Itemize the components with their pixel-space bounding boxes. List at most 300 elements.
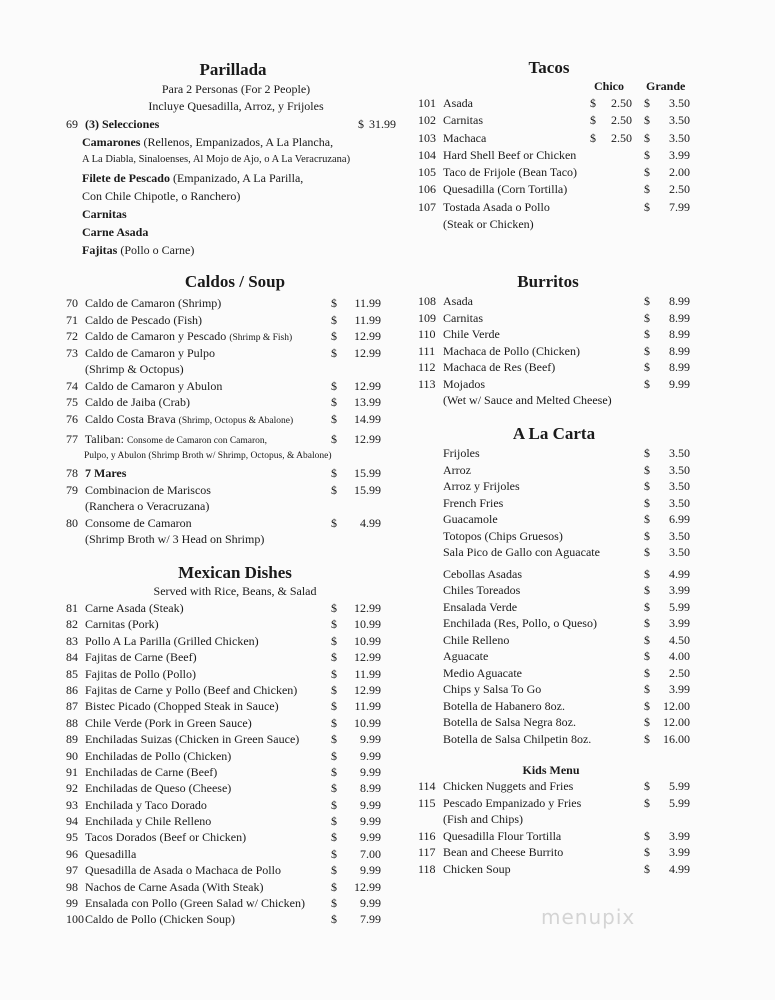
item-name: 7 Mares — [85, 466, 127, 480]
item-note: (Shrimp & Fish) — [229, 333, 293, 343]
currency-symbol: $ — [644, 147, 650, 162]
item-price: 9.99 — [360, 764, 381, 779]
mexican-dishes-section — [66, 563, 406, 928]
item-price: 3.99 — [669, 828, 690, 843]
item-price: 15.99 — [354, 482, 381, 497]
item-name: Caldo de Camaron y Pescado — [85, 329, 227, 343]
item-number: 113 — [418, 376, 436, 391]
item-number: 118 — [418, 861, 436, 876]
menu-item — [66, 764, 406, 780]
item-price: 5.99 — [669, 599, 690, 614]
item-price: 14.99 — [354, 411, 381, 426]
item-name: Tostada Asada o Pollo — [443, 199, 550, 214]
currency-symbol: $ — [590, 96, 596, 110]
price-grande: 2.00 — [669, 165, 690, 180]
item-name: (Shrimp Broth w/ 3 Head on Shrimp) — [85, 532, 265, 546]
menu-item — [418, 445, 698, 462]
menu-item — [418, 844, 698, 861]
currency-symbol: $ — [331, 748, 337, 763]
menu-item — [66, 482, 406, 499]
item-number: 108 — [418, 294, 436, 308]
menu-item — [66, 829, 406, 845]
item-name: Chiles Toreados — [443, 583, 521, 597]
parillada-title: Parillada — [199, 60, 267, 79]
currency-symbol: $ — [644, 715, 650, 729]
item-number: 86 — [66, 682, 78, 697]
item-number: 102 — [418, 113, 436, 128]
item-number: 104 — [418, 147, 436, 162]
menu-item — [66, 846, 406, 862]
currency-symbol: $ — [331, 846, 337, 861]
item-number: 111 — [418, 343, 436, 358]
parillada-option — [66, 151, 406, 169]
currency-symbol: $ — [644, 360, 650, 374]
currency-symbol: $ — [644, 779, 650, 793]
item-name: Fajitas de Pollo (Pollo) — [85, 666, 196, 681]
currency-symbol: $ — [331, 633, 337, 648]
item-name: Medio Aguacate — [443, 665, 522, 680]
item-price: 2.50 — [669, 665, 690, 680]
burritos-section — [418, 272, 698, 409]
item-name: Enchiladas de Pollo (Chicken) — [85, 748, 232, 763]
item-number: 106 — [418, 182, 436, 197]
item-number: 92 — [66, 781, 78, 796]
item-name: Caldo de Pollo (Chicken Soup) — [85, 912, 235, 927]
item-name: (Ranchera o Veracruzana) — [85, 499, 210, 513]
item-name: Enchilada y Chile Relleno — [85, 814, 212, 829]
item-name: Guacamole — [443, 512, 498, 526]
option-detail: (Rellenos, Empanizados, A La Plancha, — [140, 135, 334, 149]
item-name: (Shrimp & Octopus) — [85, 362, 184, 376]
item-price: 3.50 — [669, 545, 690, 559]
item-price: 4.00 — [669, 649, 690, 663]
currency-symbol: $ — [331, 296, 337, 310]
currency-symbol: $ — [644, 96, 650, 110]
item-number: 98 — [66, 879, 78, 894]
menu-item — [66, 879, 406, 895]
price-grande: 3.50 — [669, 96, 690, 110]
menu-item — [66, 780, 406, 796]
menu-item — [66, 498, 406, 515]
menu-item — [418, 544, 698, 561]
item-price: 9.99 — [360, 896, 381, 911]
item-price: 8.99 — [669, 294, 690, 308]
burritos-title: Burritos — [517, 272, 579, 291]
tacos-list — [418, 95, 698, 233]
item-price: 9.99 — [360, 797, 381, 812]
item-number: 72 — [66, 329, 78, 343]
menu-item — [66, 616, 406, 632]
item-number: 93 — [66, 797, 78, 812]
menu-item — [418, 615, 698, 632]
item-price: 5.99 — [669, 795, 690, 810]
item-price: 16.00 — [663, 731, 690, 746]
item-name: Aguacate — [443, 649, 489, 663]
item-name: Quesadilla de Asada o Machaca de Pollo — [85, 863, 281, 878]
price-grande: 3.50 — [669, 113, 690, 128]
menu-item — [418, 343, 698, 360]
item-price: 13.99 — [354, 395, 381, 409]
currency-symbol: $ — [331, 896, 337, 911]
item-price: 9.99 — [669, 376, 690, 391]
currency-symbol: $ — [331, 814, 337, 829]
item-name: Caldo de Camaron y Abulon — [85, 378, 223, 393]
menu-item — [66, 862, 406, 878]
menu-item — [66, 312, 406, 329]
option-detail: (Pollo o Carne) — [117, 243, 195, 257]
item-name: Ensalada Verde — [443, 599, 518, 614]
currency-symbol: $ — [331, 797, 337, 812]
menu-item — [418, 326, 698, 343]
menu-item — [418, 698, 698, 715]
item-price: 9.99 — [360, 814, 381, 829]
currency-symbol: $ — [331, 482, 337, 497]
menu-item-77: 77 Taliban: Consome de Camaron con Camaron, $ 12.99 — [66, 432, 381, 446]
parillada-option — [66, 241, 406, 259]
menu-item — [418, 511, 698, 528]
parillada-subtitle-1: Para 2 Personas (For 2 People) — [161, 82, 311, 96]
menu-item — [66, 715, 406, 731]
menu-item — [66, 465, 406, 482]
menupix-watermark: menupix — [541, 905, 636, 929]
item-price: 7.99 — [360, 912, 381, 927]
price-chico: 2.50 — [611, 96, 632, 110]
item-price: 11.99 — [354, 666, 381, 681]
item-price: 12.99 — [354, 650, 381, 665]
item-number: 97 — [66, 863, 78, 878]
item-price: 9.99 — [360, 863, 381, 878]
menu-item — [66, 666, 406, 682]
menu-item — [66, 295, 406, 312]
item-number: 89 — [66, 732, 78, 747]
menu-item — [66, 328, 406, 345]
parillada-option — [66, 223, 406, 241]
menu-item — [418, 665, 698, 682]
item-number: 83 — [66, 633, 78, 648]
currency-symbol: $ — [590, 130, 596, 145]
option-name: Fajitas — [82, 243, 118, 257]
item-name: Botella de Habanero 8oz. — [443, 698, 565, 713]
menu-item-77-description: Pulpo, y Abulon (Shrimp Broth w/ Shrimp, Octopus, & Abalone) — [84, 451, 332, 461]
currency-symbol: $ — [331, 879, 337, 894]
item-name: Enchilada (Res, Pollo, o Queso) — [443, 616, 597, 630]
item-name: Tacos Dorados (Beef or Chicken) — [85, 830, 247, 845]
item-name: Arroz y Frijoles — [443, 479, 520, 493]
currency-symbol: $ — [590, 113, 596, 128]
menu-item — [66, 394, 406, 411]
menu-item — [418, 130, 698, 147]
item-name: Caldo de Jaiba (Crab) — [85, 395, 190, 409]
item-number: 74 — [66, 378, 78, 393]
price-chico: 2.50 — [611, 113, 632, 128]
currency-symbol: $ — [644, 199, 650, 214]
menu-item — [66, 813, 406, 829]
menu-item — [66, 361, 406, 378]
menu-item — [418, 648, 698, 665]
item-price: 7.00 — [360, 846, 381, 861]
parillada-section — [66, 60, 406, 259]
currency-symbol: $ — [331, 515, 337, 530]
item-price: 12.99 — [354, 601, 381, 615]
item-number: 78 — [66, 466, 78, 480]
item-number: 70 — [66, 296, 78, 310]
kids-menu-section — [418, 762, 698, 877]
item-price: 11.99 — [354, 296, 381, 310]
menu-item — [418, 528, 698, 545]
option-name: Carnitas — [82, 207, 127, 221]
item-note: (Shrimp, Octopus & Abalone) — [178, 415, 294, 426]
item-price: 12.00 — [663, 698, 690, 713]
currency-symbol: $ — [331, 912, 337, 927]
item-price: 12.99 — [354, 879, 381, 894]
item-name: Hard Shell Beef or Chicken — [443, 147, 577, 162]
currency-symbol: $ — [644, 512, 650, 526]
currency-symbol: $ — [644, 583, 650, 597]
menu-item — [418, 582, 698, 599]
menu-item — [418, 112, 698, 129]
menu-item — [418, 392, 698, 409]
item-number: 90 — [66, 748, 78, 763]
item-name: Chips y Salsa To Go — [443, 682, 542, 696]
menu-item — [418, 861, 698, 878]
currency-symbol: $ — [644, 845, 650, 859]
item-price: 3.99 — [669, 583, 690, 597]
item-number: 84 — [66, 650, 78, 665]
item-number: 85 — [66, 666, 78, 681]
currency-symbol: $ — [331, 666, 337, 681]
currency-symbol: $ — [644, 130, 650, 145]
currency-symbol: $ — [644, 113, 650, 128]
currency-symbol: $ — [644, 828, 650, 843]
item-name: Frijoles — [443, 446, 480, 460]
item-price: 11.99 — [354, 312, 381, 327]
currency-symbol: $ — [644, 616, 650, 630]
item-price: 8.99 — [669, 310, 690, 325]
currency-symbol: $ — [644, 165, 650, 180]
item-price: 3.99 — [669, 845, 690, 859]
item-name: Pollo A La Parilla (Grilled Chicken) — [85, 633, 259, 648]
item-name: Combinacion de Mariscos — [85, 482, 211, 497]
parillada-option — [66, 169, 406, 187]
currency-symbol: $ — [644, 446, 650, 460]
option-detail: Con Chile Chipotle, o Ranchero) — [82, 189, 241, 203]
caldos-title: Caldos / Soup — [184, 272, 286, 291]
menu-item — [66, 698, 406, 714]
menu-item — [418, 95, 698, 112]
item-price: 4.50 — [669, 632, 690, 647]
currency-symbol: $ — [331, 764, 337, 779]
item-number: 75 — [66, 395, 78, 409]
item-number: 107 — [418, 199, 436, 214]
mexican-dishes-subtitle: Served with Rice, Beans, & Salad — [153, 584, 317, 598]
menu-item — [66, 378, 406, 395]
parillada-option — [66, 133, 406, 151]
price-grande: 3.99 — [669, 147, 690, 162]
item-number: 87 — [66, 699, 78, 714]
kids-menu-list — [418, 778, 698, 877]
item-number: 112 — [418, 360, 436, 374]
item-number: 96 — [66, 846, 78, 861]
item-price: 8.99 — [669, 360, 690, 374]
a-la-carta-list — [418, 445, 698, 561]
currency-symbol: $ — [331, 830, 337, 845]
menu-item — [66, 515, 406, 532]
item-price: 8.99 — [360, 781, 381, 796]
item-name: Cebollas Asadas — [443, 566, 522, 581]
menu-item — [66, 633, 406, 649]
menu-item — [418, 566, 698, 583]
item-number: 117 — [418, 845, 436, 859]
item-name: Chile Verde — [443, 327, 500, 341]
item-number: 101 — [418, 96, 436, 110]
menu-item-69: 69 (3) Selecciones $ 31.99 — [66, 117, 396, 131]
kids-menu-title: Kids Menu — [522, 763, 580, 777]
caldos-section — [66, 272, 406, 548]
currency-symbol: $ — [331, 601, 337, 615]
menu-item — [418, 495, 698, 512]
currency-symbol: $ — [644, 698, 650, 713]
item-price: 4.99 — [669, 566, 690, 581]
item-name: Caldo Costa Brava — [85, 411, 176, 426]
item-name: Bistec Picado (Chopped Steak in Sauce) — [85, 699, 279, 714]
item-number: 81 — [66, 601, 78, 615]
item-number: 73 — [66, 345, 78, 360]
menu-item — [66, 748, 406, 764]
item-price: 4.99 — [360, 515, 381, 530]
item-name: Enchiladas Suizas (Chicken in Green Sauce) — [85, 732, 300, 747]
mexican-dishes-title: Mexican Dishes — [178, 563, 292, 582]
item-name: Fajitas de Carne (Beef) — [85, 650, 197, 665]
item-name: Ensalada con Pollo (Green Salad w/ Chicken) — [85, 896, 305, 911]
currency-symbol: $ — [644, 795, 650, 810]
currency-symbol: $ — [331, 617, 337, 632]
currency-symbol: $ — [331, 411, 337, 426]
item-name: Enchilada y Taco Dorado — [85, 797, 207, 812]
menu-item — [418, 795, 698, 812]
item-number: 110 — [418, 327, 436, 341]
item-price: 3.50 — [669, 528, 690, 543]
item-name: Consome de Camaron — [85, 515, 192, 530]
menu-item — [418, 293, 698, 310]
menu-item — [66, 345, 406, 362]
currency-symbol: $ — [644, 665, 650, 680]
column-grande: Grande — [646, 79, 686, 93]
item-name: Chile Relleno — [443, 632, 510, 647]
item-price: 12.99 — [354, 345, 381, 360]
menu-item — [418, 811, 698, 828]
currency-symbol: $ — [331, 732, 337, 747]
item-name: Bean and Cheese Burrito — [443, 845, 564, 859]
item-price: 6.99 — [669, 512, 690, 526]
option-name: Carne Asada — [82, 225, 149, 239]
item-price: 9.99 — [360, 732, 381, 747]
menu-item — [66, 797, 406, 813]
item-name: Caldo de Camaron y Pulpo — [85, 345, 215, 360]
menu-item — [66, 682, 406, 698]
item-price: 12.99 — [354, 682, 381, 697]
item-number: 88 — [66, 715, 78, 730]
item-name: Carnitas (Pork) — [85, 617, 159, 632]
currency-symbol: $ — [644, 294, 650, 308]
parillada-option — [66, 187, 406, 205]
menu-item — [418, 147, 698, 164]
item-price: 5.99 — [669, 779, 690, 793]
item-price: 9.99 — [360, 830, 381, 845]
item-number: 71 — [66, 312, 78, 327]
currency-symbol: $ — [331, 378, 337, 393]
item-number: 114 — [418, 779, 436, 793]
currency-symbol: $ — [331, 781, 337, 796]
item-name: Totopos (Chips Gruesos) — [443, 528, 563, 543]
mexican-dishes-list — [66, 600, 406, 928]
item-name: Mojados — [443, 376, 485, 391]
item-number: 79 — [66, 482, 78, 497]
item-name: Machaca — [443, 130, 487, 145]
item-price: 12.00 — [663, 715, 690, 729]
item-name: Asada — [443, 96, 473, 110]
menu-item — [66, 531, 406, 548]
price-grande: 2.50 — [669, 182, 690, 197]
price-grande: 3.50 — [669, 130, 690, 145]
option-detail: (Empanizado, A La Parilla, — [169, 171, 304, 185]
menu-item — [418, 478, 698, 495]
item-name: (Steak or Chicken) — [443, 217, 534, 232]
item-number: 100 — [66, 912, 84, 927]
item-number: 95 — [66, 830, 78, 845]
item-number: 109 — [418, 310, 436, 325]
item-number: 94 — [66, 814, 78, 829]
item-price: 3.99 — [669, 616, 690, 630]
a-la-carta-section — [418, 424, 698, 747]
item-price: 9.99 — [360, 748, 381, 763]
menu-item — [66, 600, 406, 616]
item-name: Botella de Salsa Chilpetin 8oz. — [443, 731, 592, 746]
item-number: 115 — [418, 795, 436, 810]
item-price: 12.99 — [354, 378, 381, 393]
currency-symbol: $ — [331, 312, 337, 327]
item-name: Taco de Frijole (Bean Taco) — [443, 165, 578, 180]
parillada-options — [66, 133, 406, 259]
menu-item — [66, 411, 406, 428]
menu-item — [418, 216, 698, 233]
currency-symbol: $ — [644, 861, 650, 876]
item-name: Chicken Soup — [443, 861, 511, 876]
tacos-title: Tacos — [528, 58, 570, 77]
item-number: 105 — [418, 165, 436, 180]
currency-symbol: $ — [331, 863, 337, 878]
item-name: Pescado Empanizado y Fries — [443, 795, 582, 810]
price-chico: 2.50 — [611, 130, 632, 145]
item-name: Botella de Salsa Negra 8oz. — [443, 715, 576, 729]
menu-item — [418, 164, 698, 181]
item-name: (Fish and Chips) — [443, 812, 524, 826]
item-number: 116 — [418, 828, 436, 843]
item-name: Chicken Nuggets and Fries — [443, 779, 574, 793]
currency-symbol: $ — [331, 715, 337, 730]
item-price: 10.99 — [354, 715, 381, 730]
item-name: (Wet w/ Sauce and Melted Cheese) — [443, 393, 612, 407]
a-la-carta-list-2 — [418, 566, 698, 748]
menu-item — [418, 359, 698, 376]
menu-item — [418, 714, 698, 731]
item-name: Caldo de Pescado (Fish) — [85, 312, 202, 327]
menu-item — [418, 599, 698, 616]
item-name: Sala Pico de Gallo con Aguacate — [443, 545, 600, 559]
menu-item — [418, 376, 698, 393]
item-name: Machaca de Res (Beef) — [443, 360, 556, 374]
menu-item — [66, 731, 406, 747]
tacos-section — [418, 58, 698, 233]
